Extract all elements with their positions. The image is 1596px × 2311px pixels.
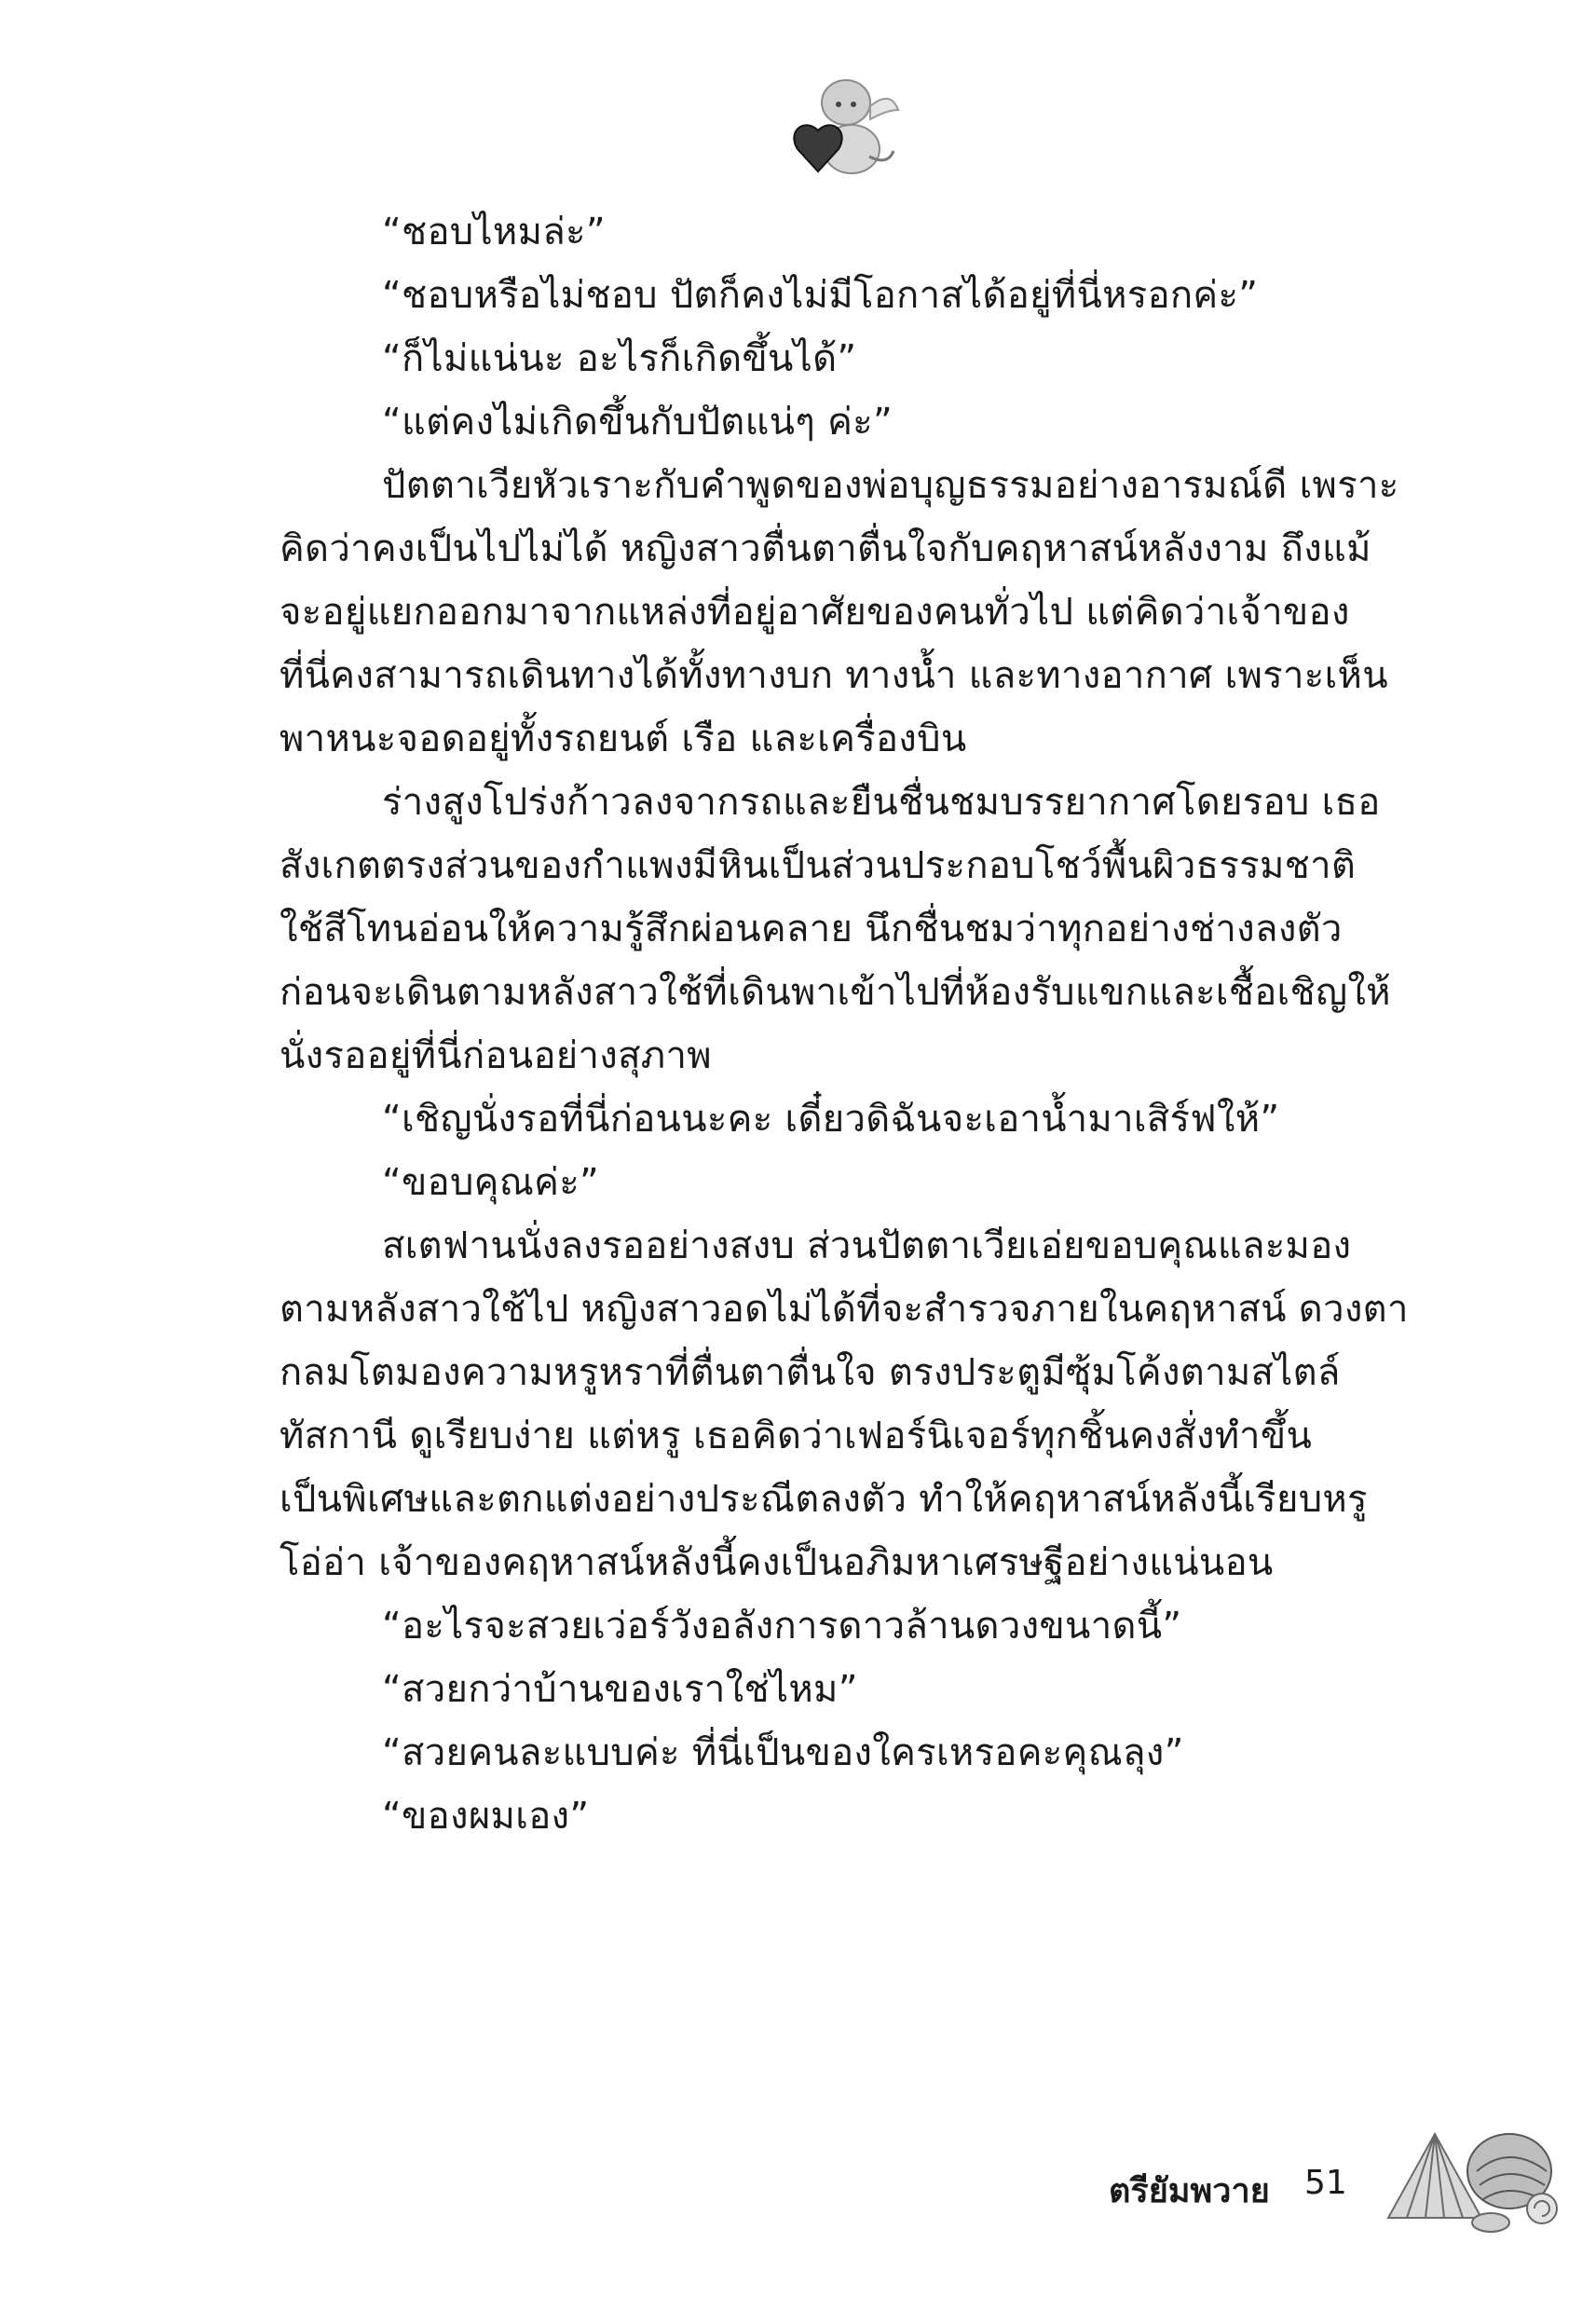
text-line: “สวยคนละแบบค่ะ ที่นี่เป็นของใครเหรอคะคุณลุง” [382, 1731, 1184, 1774]
text-line: ตามหลังสาวใช้ไป หญิงสาวอดไม่ได้ที่จะสำรวจภายในคฤหาสน์ ดวงตา [280, 1288, 1409, 1331]
page-number: 51 [1304, 2164, 1347, 2202]
text-line: “ของผมเอง” [382, 1795, 590, 1838]
text-line: “ชอบหรือไม่ชอบ ปัตก็คงไม่มีโอกาสได้อยู่ที่นี่หรอกค่ะ” [382, 274, 1259, 317]
text-line: “เชิญนั่งรอที่นี่ก่อนนะคะ เดี๋ยวดิฉันจะเอาน้ำมาเสิร์ฟให้” [382, 1098, 1280, 1141]
text-line: นั่งรออยู่ที่นี่ก่อนอย่างสุภาพ [280, 1034, 712, 1077]
text-line: ที่นี่คงสามารถเดินทางได้ทั้งทางบก ทางน้ำ และทางอากาศ เพราะเห็น [280, 654, 1388, 697]
text-line: สเตฟานนั่งลงรออย่างสงบ ส่วนปัตตาเวียเอ่ยขอบคุณและมอง [382, 1224, 1352, 1267]
text-line: สังเกตตรงส่วนของกำแพงมีหินเป็นส่วนประกอบโชว์พื้นผิวธรรมชาติ [280, 844, 1357, 887]
text-line: “แต่คงไม่เกิดขึ้นกับปัตแน่ๆ ค่ะ” [382, 401, 893, 444]
text-line: พาหนะจอดอยู่ทั้งรถยนต์ เรือ และเครื่องบิน [280, 718, 967, 760]
text-line: ร่างสูงโปร่งก้าวลงจากรถและยืนชื่นชมบรรยากาศโดยรอบ เธอ [382, 781, 1381, 824]
cupid-with-heart-icon [781, 75, 902, 182]
text-line: เป็นพิเศษและตกแต่งอย่างประณีตลงตัว ทำให้คฤหาสน์หลังนี้เรียบหรู [280, 1478, 1368, 1521]
text-line: “สวยกว่าบ้านของเราใช่ไหม” [382, 1668, 858, 1711]
text-line: “ชอบไหมล่ะ” [382, 211, 606, 253]
text-line: “ก็ไม่แน่นะ อะไรก็เกิดขึ้นได้” [382, 337, 857, 380]
text-line: “ขอบคุณค่ะ” [382, 1161, 600, 1204]
text-line: ทัสกานี ดูเรียบง่าย แต่หรู เธอคิดว่าเฟอร์นิเจอร์ทุกชิ้นคงสั่งทำขึ้น [280, 1415, 1313, 1457]
text-line: กลมโตมองความหรูหราที่ตื่นตาตื่นใจ ตรงประตูมีซุ้มโค้งตามสไตล์ [280, 1351, 1341, 1394]
text-line: ปัตตาเวียหัวเราะกับคำพูดของพ่อบุญธรรมอย่างอารมณ์ดี เพราะ [382, 464, 1399, 507]
text-line: คิดว่าคงเป็นไปไม่ได้ หญิงสาวตื่นตาตื่นใจกับคฤหาสน์หลังงาม ถึงแม้ [280, 527, 1371, 570]
text-line: ก่อนจะเดินตามหลังสาวใช้ที่เดินพาเข้าไปที่ห้องรับแขกและเชื้อเชิญให้ [280, 971, 1391, 1014]
text-line: จะอยู่แยกออกมาจากแหล่งที่อยู่อาศัยของคนทั่วไป แต่คิดว่าเจ้าของ [280, 591, 1350, 634]
seashells-icon [1379, 2115, 1565, 2236]
running-footer-title: ตรียัมพวาย [1109, 2172, 1270, 2210]
text-line: โอ่อ่า เจ้าของคฤหาสน์หลังนี้คงเป็นอภิมหาเศรษฐีอย่างแน่นอน [280, 1541, 1274, 1584]
text-line: “อะไรจะสวยเว่อร์วังอลังการดาวล้านดวงขนาดนี้” [382, 1605, 1182, 1648]
text-line: ใช้สีโทนอ่อนให้ความรู้สึกผ่อนคลาย นึกชื่นชมว่าทุกอย่างช่างลงตัว [280, 908, 1343, 950]
